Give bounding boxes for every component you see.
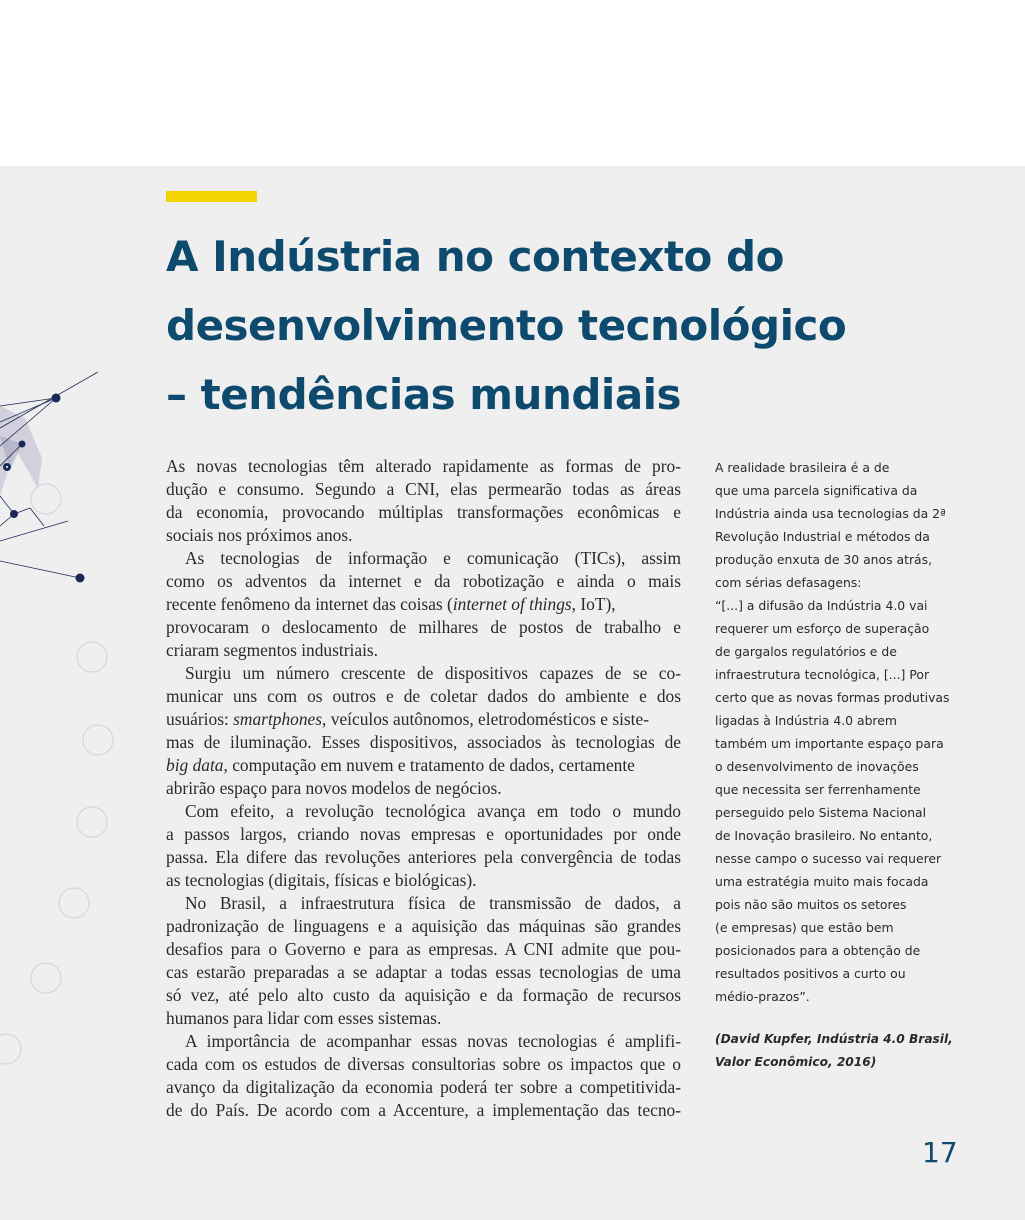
title-line: desenvolvimento tecnológico xyxy=(166,301,847,350)
paragraph xyxy=(166,455,681,547)
emphasis-text: smartphones xyxy=(233,709,323,729)
text-line: dução e consumo. Segundo a CNI, elas permearão todas as áreas xyxy=(166,479,681,499)
sidebar-line: resultados positivos a curto ou xyxy=(715,966,906,981)
paragraph xyxy=(166,547,681,662)
text-line: mas de iluminação. Esses dispositivos, associados às tecnologias de xyxy=(166,732,681,752)
citation-line: (David Kupfer, Indústria 4.0 Brasil, xyxy=(715,1032,953,1046)
text-line: abrirão espaço para novos modelos de negócios. xyxy=(166,778,502,798)
sidebar-line: A realidade brasileira é a de xyxy=(715,460,890,475)
text-line xyxy=(166,593,681,616)
sidebar-line: também um importante espaço para xyxy=(715,736,944,751)
top-margin xyxy=(0,0,1025,166)
text-line: municar uns com os outros e de coletar dados do ambiente e dos xyxy=(166,686,681,706)
sidebar-line: de gargalos regulatórios e de xyxy=(715,644,897,659)
sidebar-line: Revolução Industrial e métodos da xyxy=(715,529,930,544)
text-line: cada com os estudos de diversas consultorias sobre os impactos que o xyxy=(166,1054,681,1074)
emphasis-text: internet of things xyxy=(452,594,572,614)
sidebar-line: certo que as novas formas produtivas xyxy=(715,690,950,705)
text-line: cas estarão preparadas a se adaptar a todas essas tecnologias de uma xyxy=(166,962,681,982)
sidebar-line: requerer um esforço de superação xyxy=(715,621,930,636)
text-line: Surgiu um número crescente de dispositivos capazes de se co- xyxy=(185,663,681,683)
text-line: As novas tecnologias têm alterado rapidamente as formas de pro- xyxy=(166,456,681,476)
sidebar-line: nesse campo o sucesso vai requerer xyxy=(715,851,942,866)
text-line: Com efeito, a revolução tecnológica avança em todo o mundo xyxy=(185,801,681,821)
network-decoration-icon xyxy=(0,166,160,1086)
text-line: As tecnologias de informação e comunicação (TICs), assim xyxy=(185,548,681,568)
paragraph xyxy=(166,662,681,800)
text-line: A importância de acompanhar essas novas tecnologias é amplifi- xyxy=(185,1031,681,1051)
quote-citation xyxy=(715,1028,955,1074)
sidebar-line: pois não são muitos os setores xyxy=(715,897,907,912)
text-line: da economia, provocando múltiplas transformações econômicas e xyxy=(166,502,681,522)
title-line: A Indústria no contexto do xyxy=(166,232,784,281)
paragraph xyxy=(166,1030,681,1122)
text-line: sociais nos próximos anos. xyxy=(166,525,353,545)
text-segment: usuários: xyxy=(166,709,234,729)
sidebar-line: com sérias defasagens: xyxy=(715,575,862,590)
text-line xyxy=(166,754,681,777)
sidebar-line: Indústria ainda usa tecnologias da 2ª xyxy=(715,506,946,521)
text-line: de do País. De acordo com a Accenture, a implementação das tecno- xyxy=(166,1100,681,1120)
sidebar-line: médio-prazos”. xyxy=(715,989,810,1004)
paragraph xyxy=(166,892,681,1030)
sidebar-line: infraestrutura tecnológica, [...] Por xyxy=(715,667,930,682)
sidebar-line: “[...] a difusão da Indústria 4.0 vai xyxy=(715,598,928,613)
text-line: criaram segmentos industriais. xyxy=(166,640,379,660)
text-line: a passos largos, criando novas empresas e oportunidades por onde xyxy=(166,824,681,844)
text-line: desafios para o Governo e para as empresas. A CNI admite que pou- xyxy=(166,939,681,959)
text-line: passa. Ela difere das revoluções anteriores pela convergência de todas xyxy=(166,847,681,867)
text-line: as tecnologias (digitais, físicas e biológicas). xyxy=(166,870,477,890)
sidebar-line: produção enxuta de 30 anos atrás, xyxy=(715,552,933,567)
main-article xyxy=(166,455,681,1122)
text-segment: , veículos autônomos, eletrodomésticos e siste- xyxy=(322,709,650,729)
text-line: No Brasil, a infraestrutura física de transmissão de dados, a xyxy=(185,893,681,913)
text-segment: , IoT), xyxy=(571,594,616,614)
sidebar-line: de Inovação brasileiro. No entanto, xyxy=(715,828,933,843)
paragraph xyxy=(166,800,681,892)
sidebar-line: uma estratégia muito mais focada xyxy=(715,874,929,889)
text-line: humanos para lidar com esses sistemas. xyxy=(166,1008,442,1028)
text-line: padronização de linguagens e a aquisição das máquinas são grandes xyxy=(166,916,681,936)
sidebar-line: perseguido pelo Sistema Nacional xyxy=(715,805,927,820)
accent-bar xyxy=(166,191,257,202)
text-line xyxy=(166,708,681,731)
page-title xyxy=(166,222,986,429)
sidebar-line: posicionados para a obtenção de xyxy=(715,943,921,958)
sidebar-line: ligadas à Indústria 4.0 abrem xyxy=(715,713,897,728)
text-segment: , computação em nuvem e tratamento de dados, certamente xyxy=(223,755,635,775)
citation-line: Valor Econômico, 2016) xyxy=(715,1055,877,1069)
page-number: 17 xyxy=(922,1136,958,1169)
text-line: avanço da digitalização da economia poderá ter sobre a competitivida- xyxy=(166,1077,681,1097)
emphasis-text: big data xyxy=(166,755,224,775)
text-line: como os adventos da internet e da robotização e ainda o mais xyxy=(166,571,681,591)
sidebar-line: que necessita ser ferrenhamente xyxy=(715,782,921,797)
sidebar-line: (e empresas) que estão bem xyxy=(715,920,894,935)
text-segment: recente fenômeno da internet das coisas ( xyxy=(166,594,453,614)
sidebar-line: o desenvolvimento de inovações xyxy=(715,759,919,774)
sidebar-line: que uma parcela significativa da xyxy=(715,483,918,498)
sidebar-quote xyxy=(715,456,955,1008)
title-line: – tendências mundiais xyxy=(166,370,682,419)
text-line: provocaram o deslocamento de milhares de postos de trabalho e xyxy=(166,617,681,637)
text-line: só vez, até pelo alto custo da aquisição e da formação de recursos xyxy=(166,985,681,1005)
